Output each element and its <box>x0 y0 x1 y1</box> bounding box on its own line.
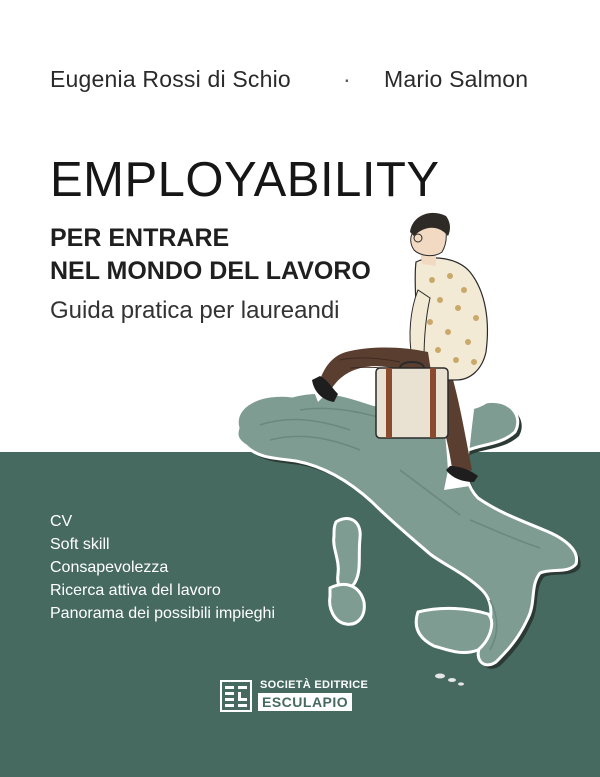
publisher-logo <box>220 678 395 714</box>
publisher-mark-icon <box>220 680 252 712</box>
author-separator: · <box>343 66 351 92</box>
topic-item: Ricerca attiva del lavoro <box>50 582 221 599</box>
publisher-name-line: SOCIETÀ EDITRICE <box>260 679 369 691</box>
subtitle-line: NEL MONDO DEL LAVORO <box>50 257 371 285</box>
topic-item: Soft skill <box>50 536 110 553</box>
topics-list <box>50 510 275 625</box>
tagline: Guida pratica per laureandi <box>50 297 340 324</box>
author-name: Eugenia Rossi di Schio <box>50 66 291 92</box>
author-name: Mario Salmon <box>384 66 529 92</box>
book-title: EMPLOYABILITY <box>50 153 440 207</box>
topic-item: Panorama dei possibili impieghi <box>50 605 276 622</box>
subtitle-line: PER ENTRARE <box>50 224 230 252</box>
topic-item: Consapevolezza <box>50 559 169 576</box>
publisher-name-line: ESCULAPIO <box>258 693 352 711</box>
topic-item: CV <box>50 513 73 530</box>
